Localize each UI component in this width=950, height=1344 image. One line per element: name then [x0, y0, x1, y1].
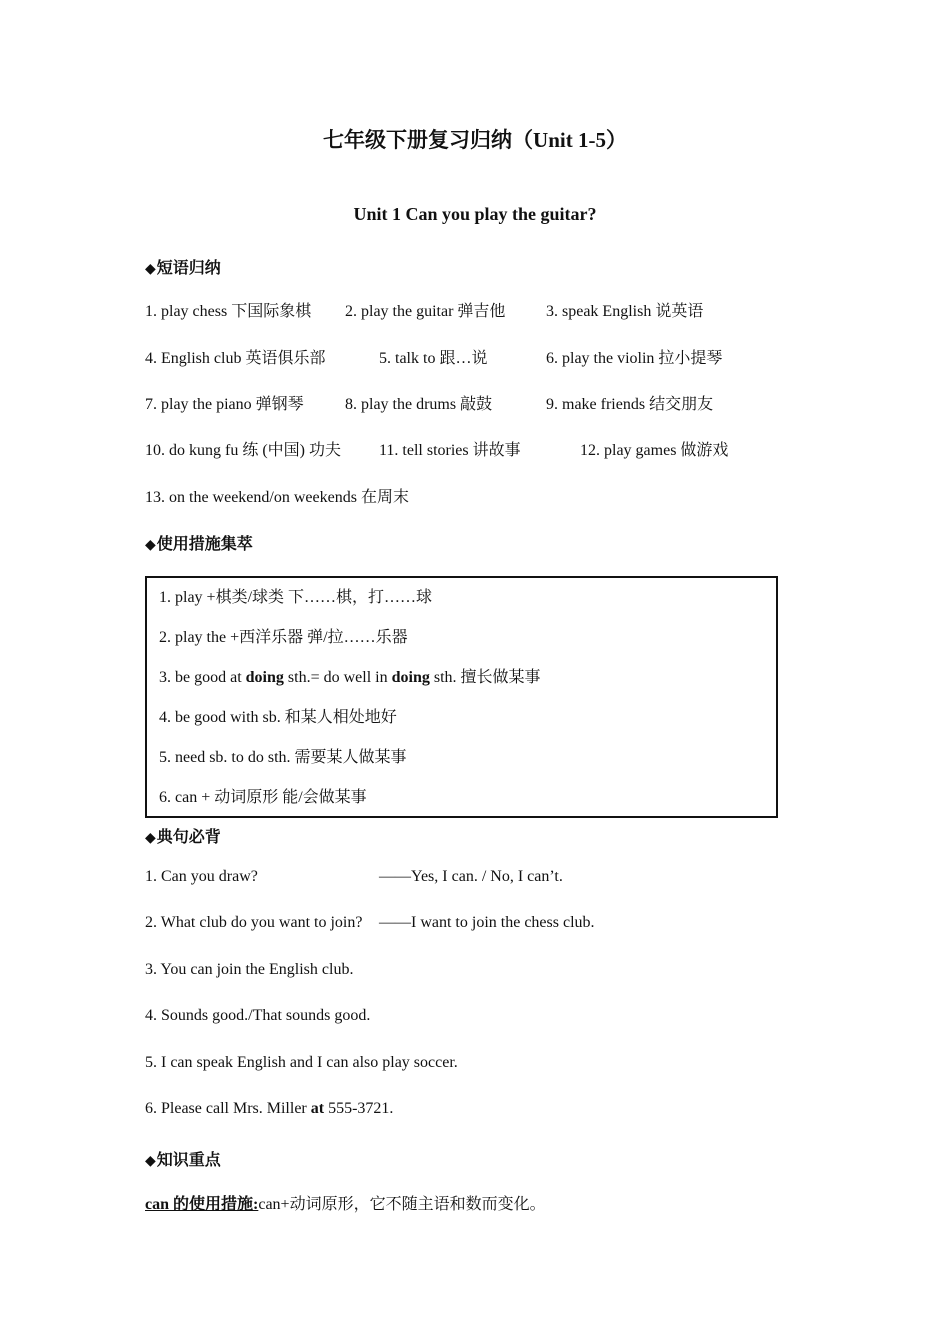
- phrase-item: 9. make friends 结交朋友: [546, 396, 714, 413]
- unit-title: Unit 1 Can you play the guitar?: [353, 204, 597, 224]
- section-heading-knowledge: [145, 1147, 221, 1170]
- phrase-item: 4. English club 英语俱乐部: [145, 350, 326, 367]
- section-heading-label: 知识重点: [156, 1150, 221, 1169]
- section-heading-label: 短语归纳: [156, 258, 221, 277]
- document-title: 七年级下册复习归纳（Unit 1-5）: [323, 128, 627, 152]
- section-heading-sentences: [145, 824, 221, 847]
- diamond-icon: ◆: [145, 261, 156, 277]
- sentence-answer: ——Yes, I can. / No, I can’t.: [379, 868, 563, 885]
- sentence-item: 6. Please call Mrs. Miller at 555-3721.: [145, 1100, 394, 1117]
- phrase-item: 7. play the piano 弹钢琴: [145, 396, 304, 413]
- phrase-item: 12. play games 做游戏: [580, 442, 729, 459]
- section-heading-phrases: [145, 255, 221, 278]
- section-heading-label: 典句必背: [156, 827, 221, 846]
- sentence-item: 4. Sounds good./That sounds good.: [145, 1007, 371, 1024]
- usage-item: 6. can + 动词原形 能/会做某事: [159, 789, 367, 806]
- section-heading-usage: [145, 531, 253, 554]
- usage-item: 4. be good with sb. 和某人相处地好: [159, 709, 397, 726]
- knowledge-point: [145, 1191, 546, 1214]
- sentence-item: 3. You can join the English club.: [145, 961, 354, 978]
- phrase-item: 5. talk to 跟…说: [379, 350, 488, 367]
- usage-item: 2. play the +西洋乐器 弹/拉……乐器: [159, 629, 408, 646]
- sentence-question: 2. What club do you want to join?: [145, 914, 363, 931]
- phrase-item: 13. on the weekend/on weekends 在周末: [145, 489, 409, 506]
- diamond-icon: ◆: [145, 830, 156, 846]
- phrase-item: 10. do kung fu 练 (中国) 功夫: [145, 442, 341, 459]
- usage-item: 5. need sb. to do sth. 需要某人做某事: [159, 749, 407, 766]
- usage-item: 1. play +棋类/球类 下……棋，打……球: [159, 589, 433, 606]
- phrase-item: 1. play chess 下国际象棋: [145, 303, 312, 320]
- phrase-item: 8. play the drums 敲鼓: [345, 396, 493, 413]
- phrase-item: 3. speak English 说英语: [546, 303, 704, 320]
- phrase-item: 6. play the violin 拉小提琴: [546, 350, 723, 367]
- phrase-item: 2. play the guitar 弹吉他: [345, 303, 506, 320]
- diamond-icon: ◆: [145, 537, 156, 553]
- knowledge-label: can 的使用措施:: [145, 1196, 259, 1213]
- diamond-icon: ◆: [145, 1153, 156, 1169]
- knowledge-text: can+动词原形，它不随主语和数而变化。: [258, 1196, 546, 1213]
- usage-item: 3. be good at doing sth.= do well in doing sth. 擅长做某事: [159, 669, 541, 686]
- usage-box: [145, 576, 778, 818]
- section-heading-label: 使用措施集萃: [156, 534, 253, 553]
- sentence-answer: ——I want to join the chess club.: [379, 914, 595, 931]
- phrase-item: 11. tell stories 讲故事: [379, 442, 521, 459]
- sentence-item: 5. I can speak English and I can also play soccer.: [145, 1054, 458, 1071]
- sentence-question: 1. Can you draw?: [145, 868, 258, 885]
